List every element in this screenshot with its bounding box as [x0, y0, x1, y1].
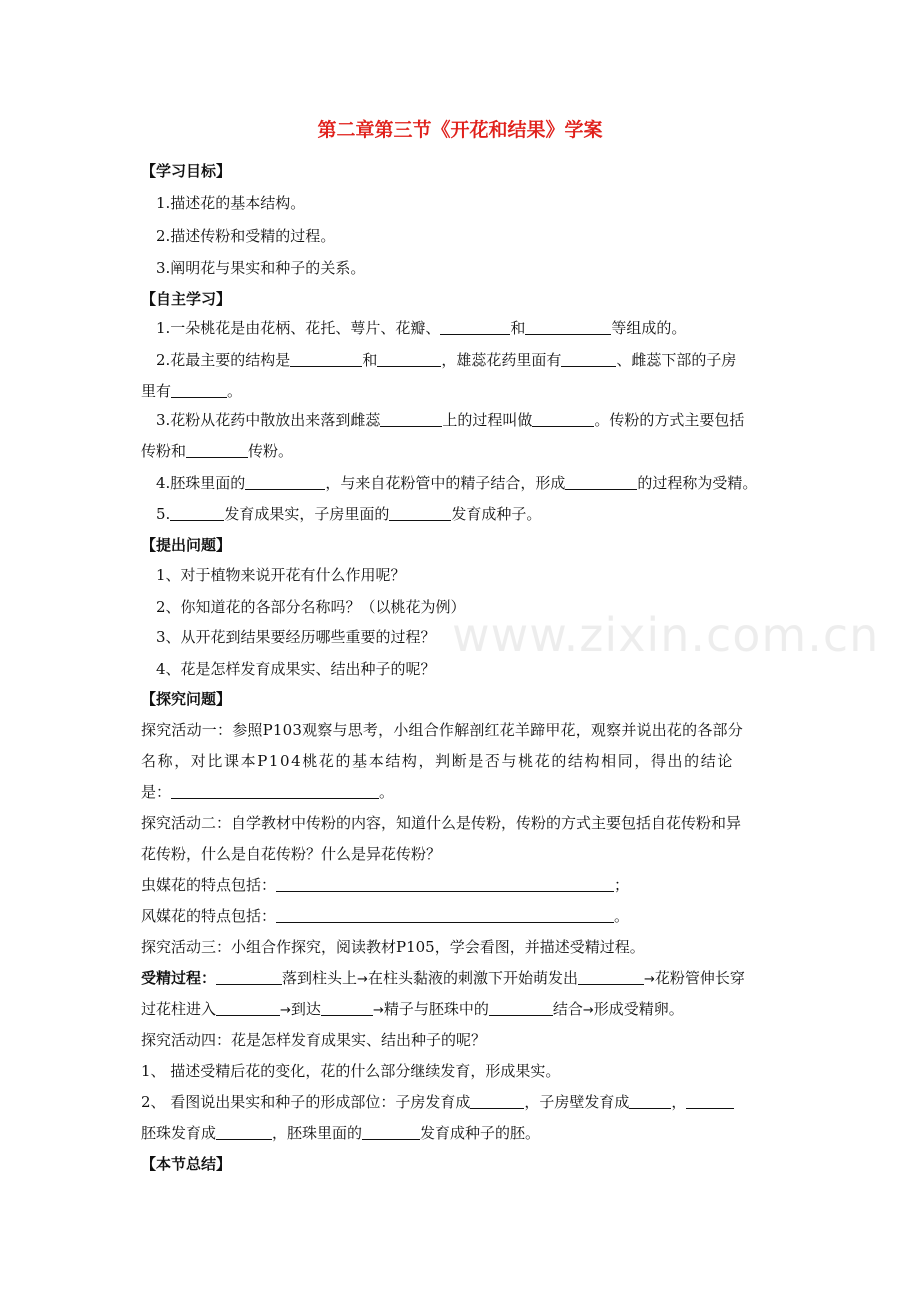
answer-blank[interactable]	[216, 968, 282, 985]
fertilization-line-2: 过花柱进入 →到达 →精子与胚珠中的 结合→形成受精卵。	[141, 1000, 684, 1018]
self-study-q2: 2.花最主要的结构是 和 ，雄蕊花药里面有 、雌蕊下部的子房	[156, 351, 737, 369]
question-item: 3、从开花到结果要经历哪些重要的过程？	[156, 628, 436, 646]
self-study-q3-cont: 传粉和 传粉。	[141, 442, 294, 460]
self-study-q2-cont: 里有 。	[141, 382, 243, 400]
answer-blank[interactable]	[170, 504, 224, 521]
answer-blank[interactable]	[389, 504, 451, 521]
activity-1-line-2: 名称，对比课本P104桃花的基本结构，判断是否与桃花的结构相同，得出的结论	[141, 752, 734, 770]
fertilization-line-1: 受精过程： 落到柱头上→在柱头黏液的刺激下开始萌发出 →花粉管伸长穿	[141, 969, 745, 987]
question-item: 2、你知道花的各部分名称吗？（以桃花为例）	[156, 598, 466, 616]
answer-blank[interactable]	[171, 782, 379, 799]
activity-3-line-1: 探究活动三：小组合作探究，阅读教材P105，学会看图，并描述受精过程。	[141, 938, 645, 956]
self-study-q1: 1.一朵桃花是由花柄、花托、萼片、花瓣、 和 等组成的。	[156, 319, 687, 337]
answer-blank[interactable]	[321, 999, 373, 1016]
answer-blank[interactable]	[489, 999, 553, 1016]
answer-blank[interactable]	[245, 473, 325, 490]
goal-item: 1.描述花的基本结构。	[156, 194, 306, 212]
answer-blank[interactable]	[276, 906, 614, 923]
answer-blank[interactable]	[629, 1092, 671, 1109]
answer-blank[interactable]	[470, 1092, 524, 1109]
answer-blank[interactable]	[380, 410, 442, 427]
self-study-q4: 4.胚珠里面的 ，与来自花粉管中的精子结合，形成 的过程称为受精。	[156, 474, 758, 492]
section-header-self-study: 【自主学习】	[141, 290, 232, 308]
answer-blank[interactable]	[186, 441, 248, 458]
activity-4-item-1: 1、 描述受精后花的变化，花的什么部分继续发育，形成果实。	[141, 1062, 561, 1080]
self-study-q3: 3.花粉从花药中散放出来落到雌蕊 上的过程叫做 。传粉的方式主要包括	[156, 411, 745, 429]
document-title: 第二章第三节《开花和结果》学案	[317, 119, 603, 141]
section-header-questions: 【提出问题】	[141, 536, 232, 554]
activity-2-line-2: 花传粉，什么是自花传粉？什么是异花传粉？	[141, 845, 442, 863]
answer-blank[interactable]	[276, 875, 614, 892]
goal-item: 2.描述传粉和受精的过程。	[156, 227, 336, 245]
wind-flower-line: 风媒花的特点包括： 。	[141, 907, 630, 925]
goal-item: 3.阐明花与果实和种子的关系。	[156, 259, 366, 277]
question-item: 4、花是怎样发育成果实、结出种子的呢？	[156, 660, 436, 678]
section-header-explore: 【探究问题】	[141, 690, 232, 708]
activity-4-item-2: 2、 看图说出果实和种子的形成部位：子房发育成 ，子房壁发育成 ，	[141, 1092, 734, 1112]
activity-2-line-1: 探究活动二：自学教材中传粉的内容，知道什么是传粉，传粉的方式主要包括自花传粉和异	[141, 814, 742, 832]
answer-blank[interactable]	[377, 350, 441, 367]
answer-blank[interactable]	[565, 473, 637, 490]
insect-flower-line: 虫媒花的特点包括： ；	[141, 876, 630, 894]
activity-4-line-1: 探究活动四：花是怎样发育成果实、结出种子的呢？	[141, 1031, 487, 1049]
activity-1-line-1: 探究活动一：参照P103观察与思考，小组合作解剖红花羊蹄甲花，观察并说出花的各部分	[141, 721, 743, 739]
self-study-q5: 5. 发育成果实，子房里面的 发育成种子。	[156, 505, 542, 523]
activity-1-line-3: 是： 。	[141, 783, 395, 801]
answer-blank[interactable]	[525, 318, 611, 335]
answer-blank[interactable]	[561, 350, 616, 367]
activity-4-item-2-cont: 胚珠发育成 ，胚珠里面的 发育成种子的胚。	[141, 1124, 541, 1142]
answer-blank[interactable]	[362, 1123, 420, 1140]
section-header-summary: 【本节总结】	[141, 1155, 232, 1173]
answer-blank[interactable]	[216, 999, 280, 1016]
answer-blank[interactable]	[686, 1092, 734, 1109]
answer-blank[interactable]	[440, 318, 510, 335]
answer-blank[interactable]	[290, 350, 362, 367]
question-item: 1、对于植物来说开花有什么作用呢？	[156, 566, 406, 584]
answer-blank[interactable]	[171, 381, 227, 398]
answer-blank[interactable]	[578, 968, 644, 985]
answer-blank[interactable]	[216, 1123, 272, 1140]
section-header-goals: 【学习目标】	[141, 162, 232, 180]
answer-blank[interactable]	[532, 410, 594, 427]
watermark: www.zixin.com.cn	[452, 608, 880, 662]
